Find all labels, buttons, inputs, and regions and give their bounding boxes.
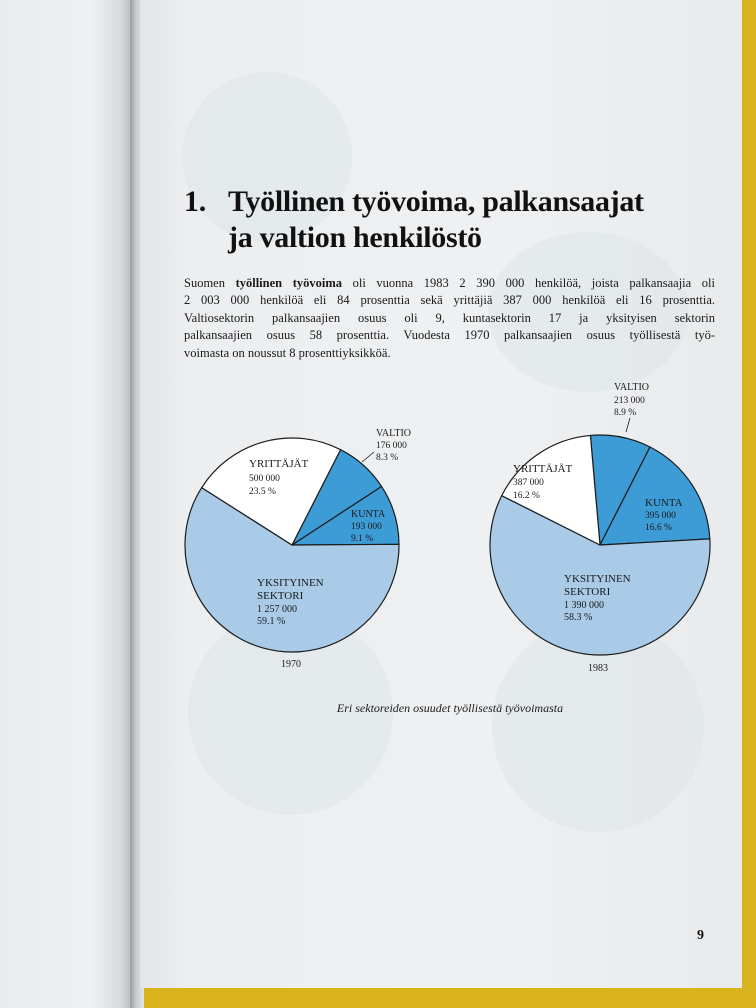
title-line-1: Työllinen työvoima, palkansaajat	[228, 185, 644, 218]
valtio-label-1970: VALTIO	[376, 428, 412, 439]
paragraph-bold-term: työllinen työvoima	[235, 276, 343, 290]
yrittajat-percent-1983: 16.2 %	[513, 491, 540, 501]
yrittajat-label-1983: YRITTÄJÄT	[513, 463, 573, 475]
yksityinen-count-1970: 1 257 000	[257, 604, 297, 615]
paragraph-line: voimasta on noussut 8 prosenttiyksikköä.	[184, 345, 391, 360]
yrittajat-percent-1970: 23.5 %	[249, 487, 276, 497]
kunta-percent-1983: 16.6 %	[645, 523, 672, 533]
section-number: 1.	[184, 185, 206, 218]
valtio-percent-1970: 8.3 %	[376, 453, 399, 463]
paragraph-text: oli vuonna 1983 2 390 000 henkilöä, joista palkansaajia oli	[342, 276, 715, 290]
kunta-label-1970: KUNTA	[351, 509, 386, 520]
year-label-1970: 1970	[281, 659, 301, 670]
paragraph-text: Suomen	[184, 276, 236, 290]
pie-chart-1970	[185, 438, 399, 652]
page-number: 9	[697, 928, 704, 943]
yrittajat-label-1970: YRITTÄJÄT	[249, 458, 309, 470]
year-label-1983: 1983	[588, 663, 608, 674]
figure-caption: Eri sektoreiden osuudet työllisestä työvoimasta	[336, 701, 564, 715]
title-line-2: ja valtion henkilöstö	[228, 221, 482, 254]
valtio-label-1983: VALTIO	[614, 382, 650, 393]
valtio-leader-line-1983	[626, 418, 630, 432]
paragraph-line: 2 003 000 henkilöä eli 84 prosenttia sekä yrittäjiä 387 000 henkilöä eli 16 prosenttia.	[184, 293, 715, 308]
yrittajat-count-1970: 500 000	[249, 474, 280, 484]
valtio-count-1970: 176 000	[376, 441, 407, 451]
kunta-count-1983: 395 000	[645, 511, 676, 521]
paragraph-line: Valtiosektorin palkansaajien osuus oli 9, kuntasektorin 17 ja yksityisen sektorin	[184, 310, 715, 325]
yksityinen-label-1983-line2: SEKTORI	[564, 586, 611, 598]
yrittajat-count-1983: 387 000	[513, 478, 544, 488]
paragraph-line: palkansaajien osuus 58 prosenttia. Vuodesta 1970 palkansaajien osuus työllisestä työ-	[184, 328, 715, 343]
yksityinen-label-1970-line2: SEKTORI	[257, 590, 304, 602]
yksityinen-percent-1970: 59.1 %	[257, 616, 286, 627]
yksityinen-label-1983-line1: YKSITYINEN	[564, 573, 631, 585]
valtio-count-1983: 213 000	[614, 396, 645, 406]
kunta-count-1970: 193 000	[351, 522, 382, 532]
kunta-label-1983: KUNTA	[645, 497, 683, 509]
valtio-percent-1983: 8.9 %	[614, 408, 637, 418]
valtio-leader-line-1970	[362, 452, 374, 462]
kunta-percent-1970: 9.1 %	[351, 534, 374, 544]
yksityinen-percent-1983: 58.3 %	[564, 612, 593, 623]
yksityinen-count-1983: 1 390 000	[564, 600, 604, 611]
yksityinen-label-1970-line1: YKSITYINEN	[257, 577, 324, 589]
